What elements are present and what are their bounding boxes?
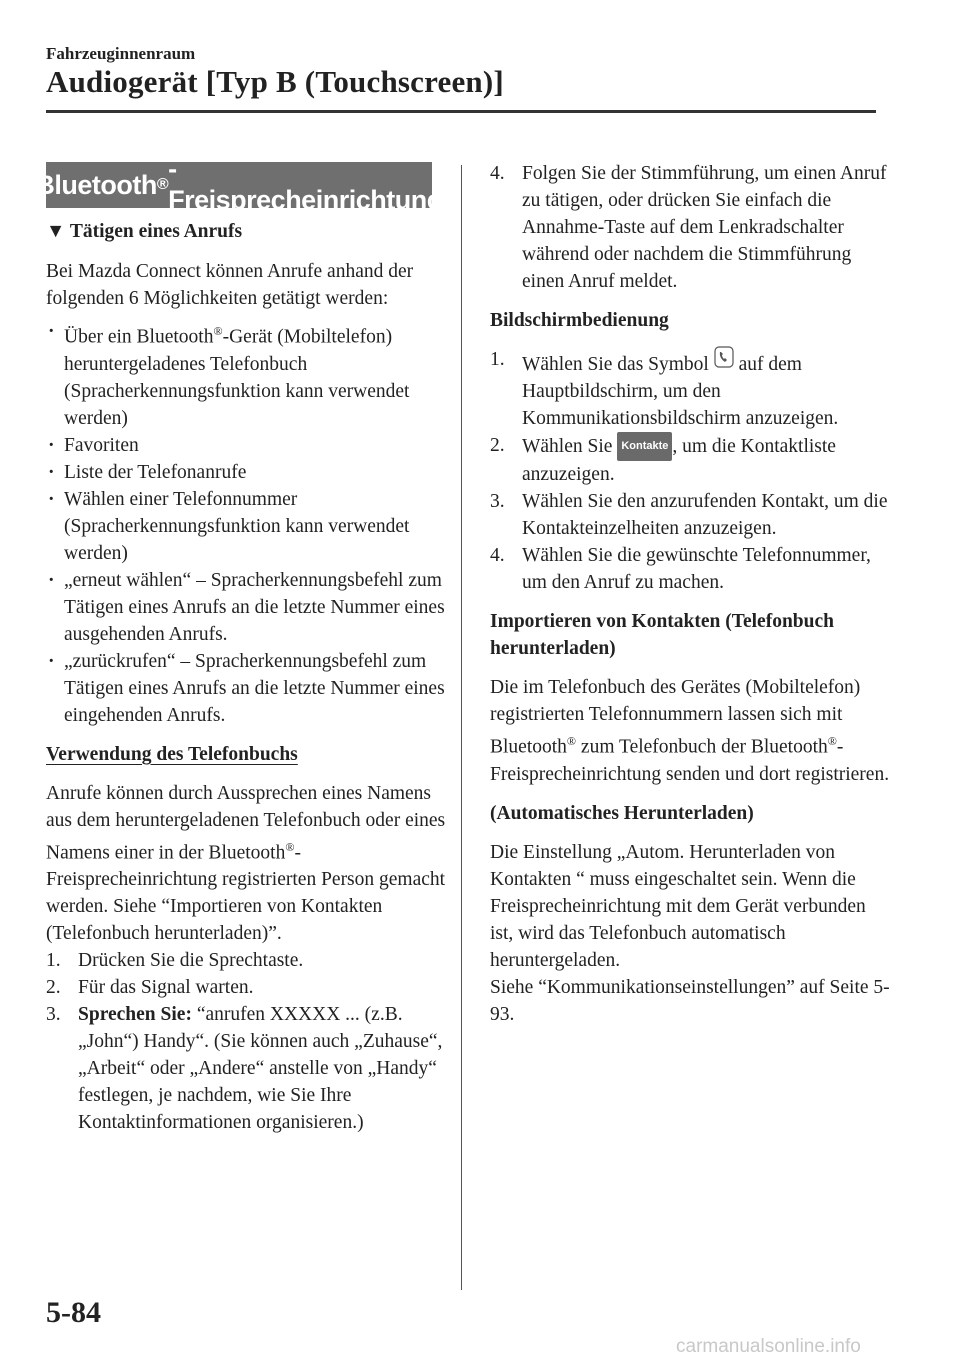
see-also-reference: Siehe “Kommunikationseinstellungen” auf Seite 5-93.: [490, 976, 890, 1025]
column-divider: [461, 165, 462, 1290]
list-item: · „erneut wählen“ – Spracherkennungsbefehl zum Tätigen eines Anrufs an die letzte Nummer eines ausgehenden Anrufs.: [46, 567, 446, 648]
phonebook-paragraph: Anrufe können durch Aussprechen eines Namens aus dem heruntergeladenen Telefonbuch oder eines Namens einer in der Bluetooth®-Freisprecheinrichtung registrierten Person gemacht werden. Siehe “Importieren von Kontakten (Telefonbuch herunterladen)”.: [46, 782, 446, 944]
section-banner: [35, 154, 443, 215]
right-column: [490, 160, 890, 1028]
list-item: 4. Folgen Sie der Stimmführung, um einen Anruf zu tätigen, oder drücken Sie einfach die Annahme-Taste auf dem Lenkradschalter während oder nachdem die Stimmführung einen Anruf meldet.: [490, 163, 887, 292]
contacts-button-label: Kontakte: [617, 432, 672, 461]
list-item: 1. Wählen Sie das Symbol auf dem Hauptbildschirm, um den Kommunikationsbildschirm anzuzeigen.: [490, 346, 890, 432]
page-number: 5-84: [46, 1296, 101, 1329]
voice-steps-continued: [490, 160, 890, 295]
section-label: Fahrzeuginnenraum: [46, 44, 196, 63]
voice-steps: [46, 947, 446, 1136]
subsection-heading: Verwendung des Telefonbuchs: [46, 743, 298, 765]
list-item: · „zurückrufen“ – Spracherkennungsbefehl zum Tätigen eines Anrufs an die letzte Nummer eines eingehenden Anrufs.: [46, 648, 446, 729]
list-item: · Liste der Telefonanrufe: [46, 459, 446, 486]
list-item: 3. Wählen Sie den anzurufenden Kontakt, um die Kontakteinzelheiten anzuzeigen.: [490, 491, 888, 539]
screen-operation-heading: Bildschirmbedienung: [490, 310, 669, 331]
screen-steps: [490, 346, 890, 596]
left-column: [46, 218, 446, 1136]
list-item: 3. Sprechen Sie: “anrufen XXXXX ... (z.B. „John“) Handy“. (Sie können auch „Zuhause“, „Arbeit“ oder „Andere“ anstelle von „Handy“ festlegen, je nachdem, wie Sie Ihre Kontaktinformationen organisieren.): [46, 1004, 443, 1133]
intro-paragraph: Bei Mazda Connect können Anrufe anhand der folgenden 6 Möglichkeiten getätigt werden:: [46, 261, 414, 309]
list-item: · Favoriten: [46, 432, 446, 459]
options-list: [46, 318, 446, 729]
banner-text-post: -Freisprecheinrichtung: [168, 154, 443, 215]
list-item: 4. Wählen Sie die gewünschte Telefonnummer, um den Anruf zu machen.: [490, 545, 871, 593]
page-title: Audiogerät [Typ B (Touchscreen)]: [46, 64, 504, 99]
heading-making-call: ▼ Tätigen eines Anrufs: [46, 221, 243, 242]
list-item: · Wählen einer Telefonnummer (Spracherkennungsfunktion kann verwendet werden): [46, 486, 446, 567]
import-heading: Importieren von Kontakten (Telefonbuch herunterladen): [490, 611, 834, 659]
auto-download-paragraph: Die Einstellung „Autom. Herunterladen von Kontakten “ muss eingeschaltet sein. Wenn die Freisprecheinrichtung mit dem Gerät verbunden ist, wird das Telefonbuch automatisch heruntergeladen.: [490, 841, 866, 971]
list-item: 2. Für das Signal warten.: [46, 977, 254, 998]
list-item: · Über ein Bluetooth®-Gerät (Mobiltelefon) heruntergeladenes Telefonbuch (Spracherkennungsfunktion kann verwendet werden): [46, 318, 446, 432]
list-item: 1. Drücken Sie die Sprechtaste.: [46, 950, 304, 971]
watermark: carmanualsonline.info: [676, 1336, 861, 1357]
list-item: 2. Wählen Sie Kontakte , um die Kontaktliste anzuzeigen.: [490, 432, 890, 488]
auto-download-heading: (Automatisches Herunterladen): [490, 802, 754, 824]
import-paragraph: Die im Telefonbuch des Gerätes (Mobiltelefon) registrierten Telefonnummern lassen sich mit Bluetooth® zum Telefonbuch der Bluetooth®-Freisprecheinrichtung senden und dort registrieren.: [490, 677, 890, 785]
banner-text-pre: Bluetooth: [35, 169, 157, 200]
phone-icon: [714, 346, 734, 368]
title-rule: [46, 110, 876, 113]
banner-reg: ®: [156, 176, 169, 193]
